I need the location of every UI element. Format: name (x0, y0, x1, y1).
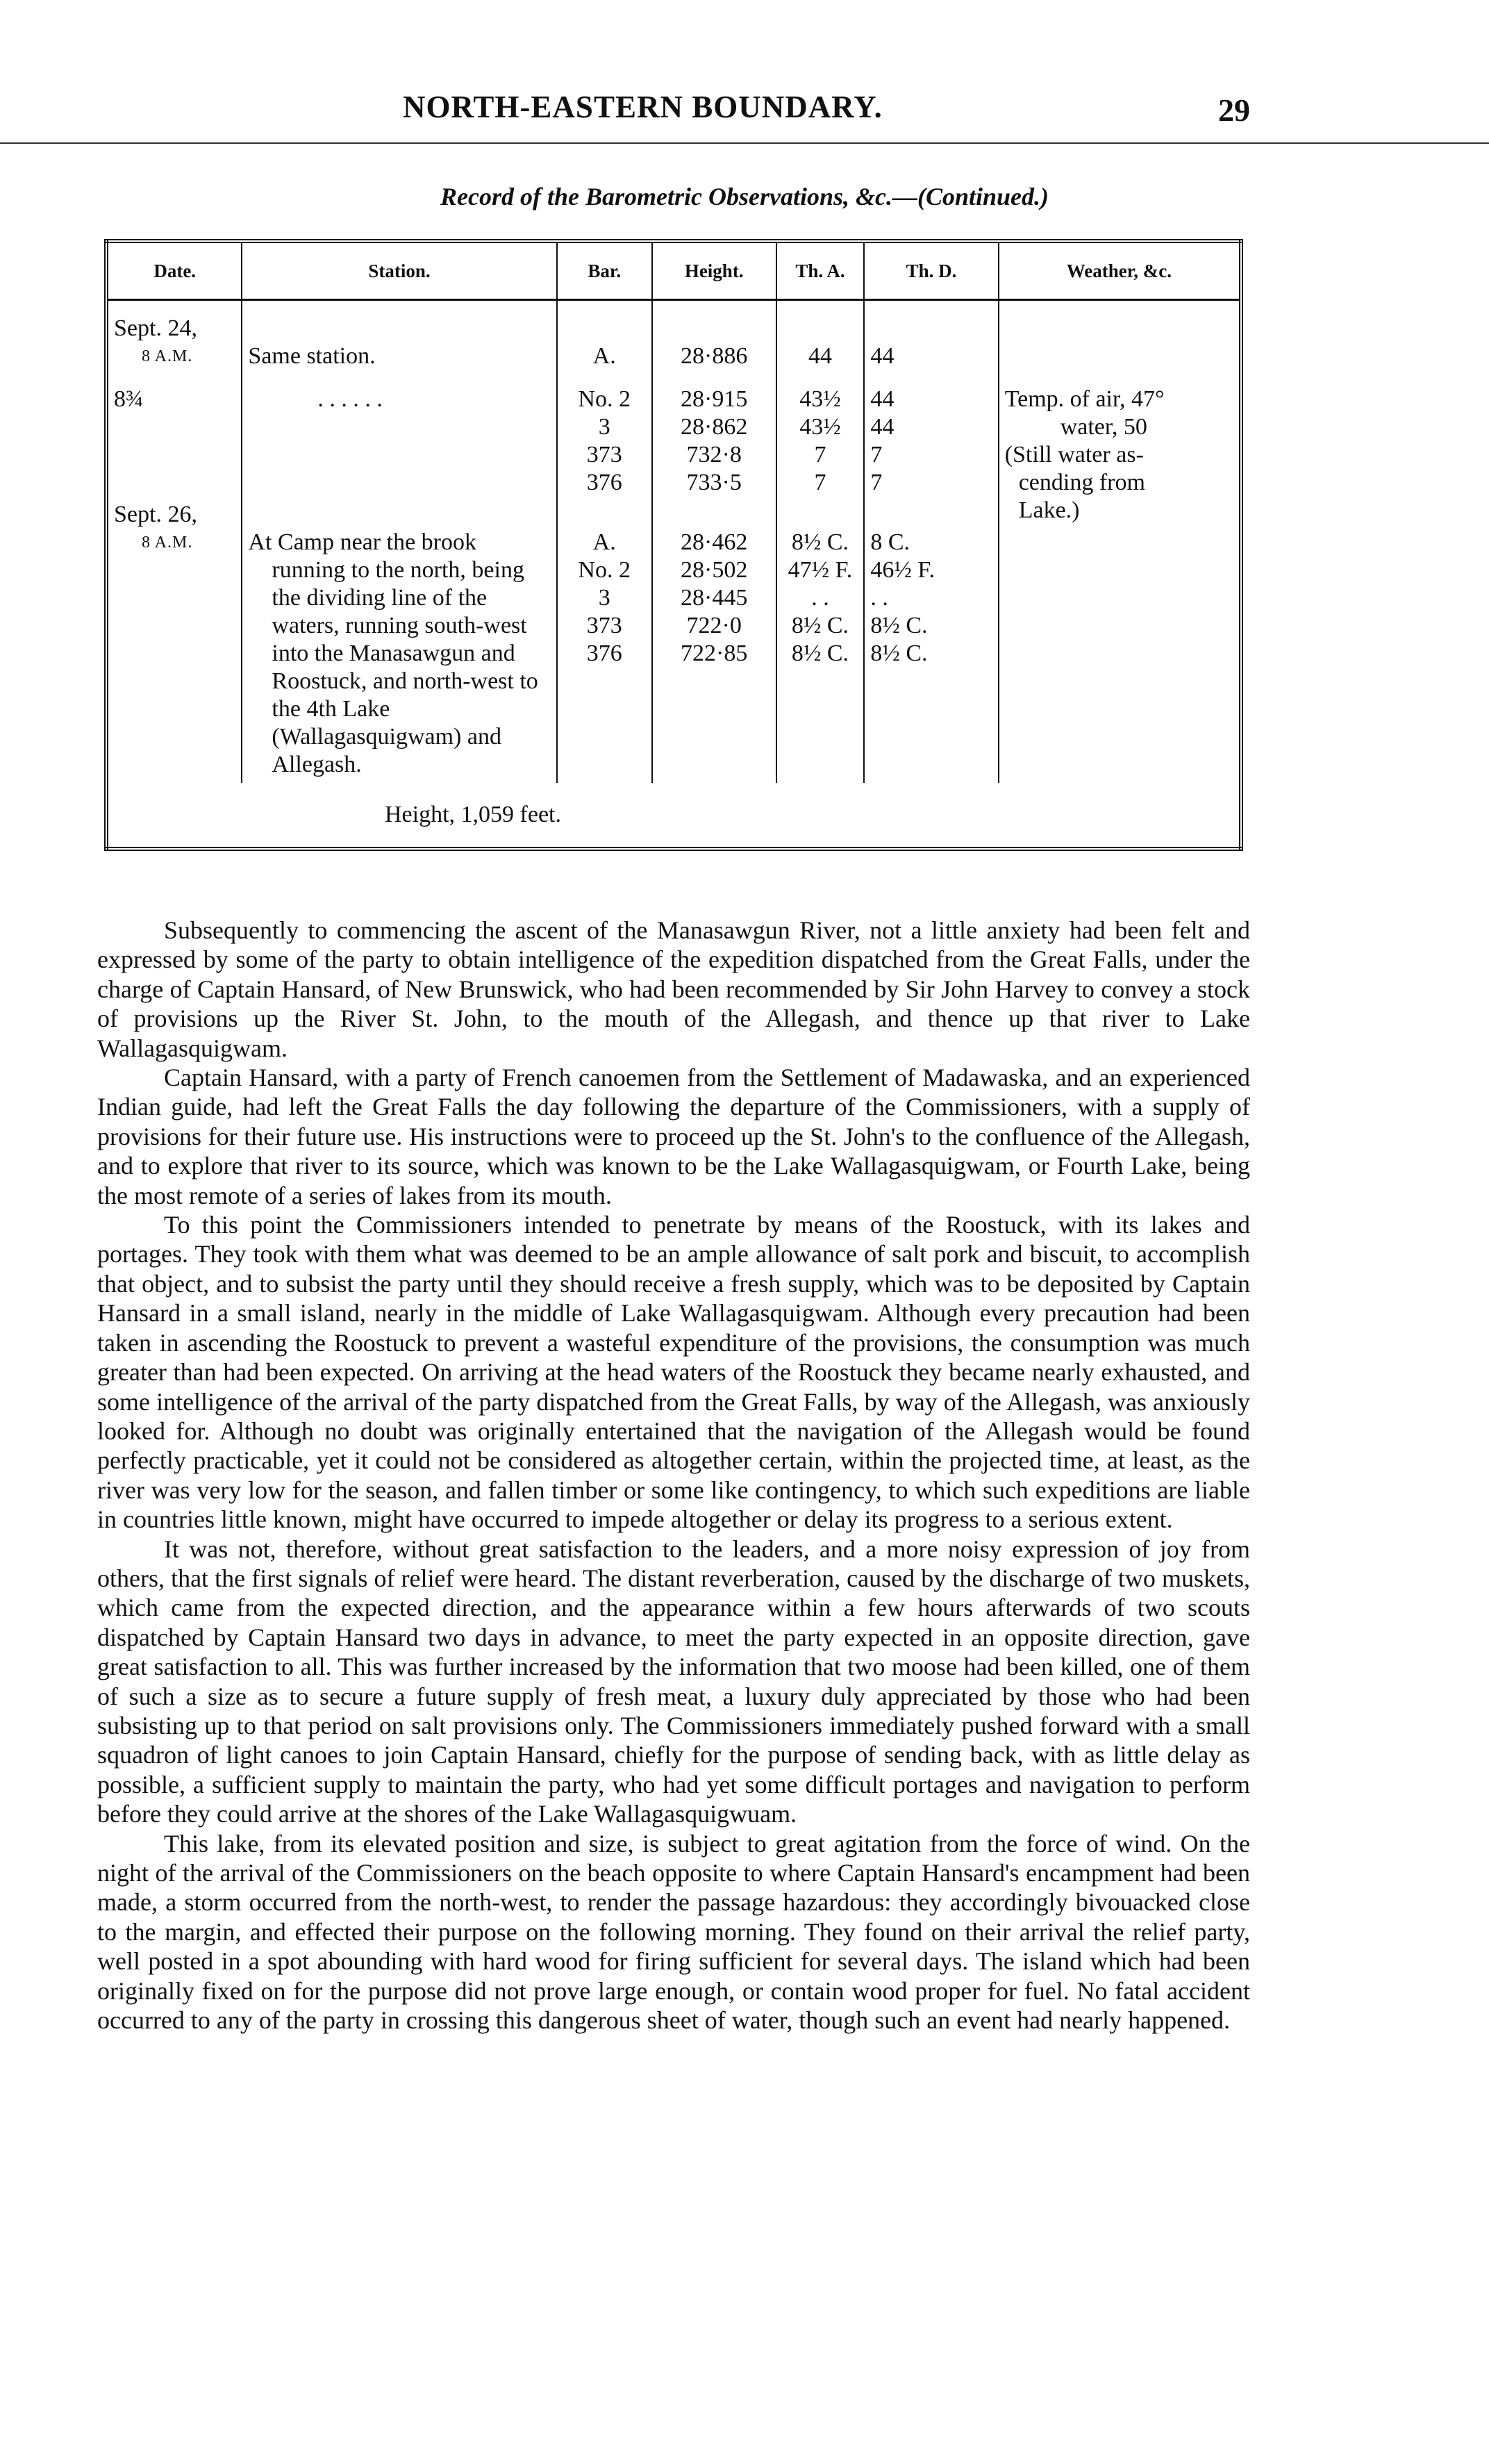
th-d-value: 8½ C. (870, 640, 928, 666)
th-a-value: 43½ (799, 414, 841, 440)
bar-value: No. 2 (578, 557, 631, 583)
height-value: 733·5 (686, 470, 742, 495)
header-bar: Bar. (557, 241, 652, 300)
weather-cell (999, 300, 1241, 375)
date-cell (106, 501, 242, 783)
th-d-value: 8 C. (870, 529, 910, 555)
th-d-value: 7 (870, 470, 883, 495)
th-a-value: 43½ (799, 386, 841, 412)
date-cell (106, 374, 242, 501)
paragraph: Subsequently to commencing the ascent of the Manasawgun River, not a little anxiety had been felt and expressed by some of the party to obtain intelligence of the expedition dispatched from the Great Falls, under the charge of Captain Hansard, of New Brunswick, who had been recommended by Sir John Harvey to convey a stock of provisions up the River St. John, to the mouth of the Allegash, and thence up that river to Lake Wallagasquigwam. (97, 916, 1250, 1062)
station-cell (242, 501, 556, 783)
paragraph: It was not, therefore, without great satisfaction to the leaders, and a more noisy expression of joy from others, that the first signals of relief were heard. The distant reverberation, caused by the discharge of two muskets, which came from the expected direction, and the appearance within a few hours afterwards of two scouts dispatched by Captain Hansard two days in advance, to meet the party expected in an opposite direction, gave great satisfaction to all. This was further increased by the information that two moose had been killed, one of them of such a size as to secure a future supply of fresh meat, a luxury duly appreciated by those who had been subsisting up to that period on salt provisions only. The Commissioners immediately pushed forward with a small squadron of light canoes to join Captain Hansard, chiefly for the purpose of sending back, with as little delay as possible, a sufficient supply to maintain the party, who had yet some difficult portages and navigation to perform before they could arrive at the shores of the Lake Wallagasquigwuam. (97, 1535, 1250, 1828)
th-d-cell (864, 501, 998, 783)
height-note: Height, 1,059 feet. (385, 802, 561, 827)
height-value: 28·915 (681, 386, 748, 412)
page-number: 29 (1218, 92, 1250, 128)
bar-value: A. (592, 529, 616, 555)
height-value: 722·85 (681, 640, 748, 666)
height-value: 722·0 (686, 613, 742, 638)
weather-text: (Still water as- (1004, 442, 1144, 468)
header-weather: Weather, &c. (999, 241, 1241, 300)
th-a-cell (776, 300, 865, 375)
date-cell (106, 300, 242, 375)
bar-value: 376 (586, 640, 622, 666)
th-d-value: . . (870, 585, 888, 611)
th-d-value: 44 (870, 343, 895, 369)
th-a-value: 7 (814, 470, 826, 495)
height-value: 28·462 (681, 529, 748, 555)
th-a-value: 47½ F. (788, 557, 853, 583)
th-d-value: 7 (870, 442, 883, 468)
bar-value: 376 (586, 470, 622, 495)
station-text: At Camp near the brook running to the north, being the dividing line of the waters, running south-west into the Manasawgun and Roostuck, and north-west to the 4th Lake (Wallagasquigwam) and Allegash. (248, 529, 538, 777)
th-d-cell (864, 300, 998, 375)
th-d-value: 44 (870, 414, 895, 440)
running-title: NORTH-EASTERN BOUNDARY. (403, 90, 883, 124)
th-d-value: 8½ C. (870, 613, 928, 638)
height-value: 28·445 (681, 585, 748, 611)
time-text: 8 A.M. (142, 534, 193, 552)
height-note-cell (106, 783, 1241, 849)
weather-text: cending from (1018, 470, 1145, 495)
bar-value: 3 (598, 414, 610, 440)
weather-cell (999, 374, 1241, 783)
paragraph: This lake, from its elevated position and size, is subject to great agitation from the force of wind. On the night of the arrival of the Commissioners on the beach opposite to where Captain Hansard's encampment had been made, a storm occurred from the north-west, to render the passage hazardous: they accordingly bivouacked close to the margin, and effected their purpose on the following morning. They found on their arrival the relief party, well posted in a spot abounding with hard wood for firing sufficient for several days. The island which had been originally fixed on for the purpose did not prove large enough, or contain wood proper for fuel. No fatal accident occurred to any of the party in crossing this dangerous sheet of water, though such an event had nearly happened. (97, 1829, 1250, 2035)
height-value: 732·8 (686, 442, 742, 468)
header-station: Station. (242, 241, 556, 300)
height-cell (652, 374, 776, 501)
bar-cell (557, 374, 652, 501)
th-a-value: . . (811, 585, 829, 611)
date-text: Sept. 26, (114, 502, 197, 527)
bar-cell (557, 501, 652, 783)
th-a-value: 8½ C. (791, 640, 849, 666)
page-header (97, 89, 1250, 138)
table-header-row (106, 241, 1241, 300)
height-cell (652, 501, 776, 783)
th-a-value: 7 (814, 442, 826, 468)
station-cell (242, 374, 556, 501)
th-d-value: 46½ F. (870, 557, 935, 583)
barometric-observations-table (104, 239, 1243, 851)
th-d-value: 44 (870, 386, 895, 412)
header-height: Height. (652, 241, 776, 300)
paragraph: To this point the Commissioners intended to penetrate by means of the Roostuck, with its lakes and portages. They took with them what was deemed to be an ample allowance of salt pork and biscuit, to accomplish that object, and to subsist the party until they should receive a fresh supply, which was to be deposited by Captain Hansard in a small island, nearly in the middle of Lake Wallagasquigwam. Although every precaution had been taken in ascending the Roostuck to prevent a wasteful expenditure of the provisions, the consumption was much greater than had been expected. On arriving at the head waters of the Roostuck they became nearly exhausted, and some intelligence of the arrival of the party dispatched from the Great Falls, by way of the Allegash, was anxiously looked for. Although no doubt was originally entertained that the navigation of the Allegash would be found perfectly practicable, yet it could not be considered as altogether certain, within the projected time, at least, as the river was very low for the season, and fallen timber or some like contingency, to which such expeditions are liable in countries little known, might have occurred to impede altogether or delay its progress to a serious extent. (97, 1211, 1250, 1534)
bar-value: No. 2 (578, 386, 631, 412)
bar-value: 3 (598, 585, 610, 611)
table-row (106, 300, 1241, 375)
weather-text: Temp. of air, 47° (1004, 386, 1165, 412)
weather-text: Lake.) (1018, 497, 1080, 523)
table-footer-row (106, 783, 1241, 849)
station-cell (242, 300, 556, 375)
bar-value: 373 (586, 613, 622, 638)
th-a-cell (776, 374, 865, 501)
header-date: Date. (106, 241, 242, 300)
header-rule (0, 142, 1489, 144)
height-value: 28·886 (681, 343, 748, 369)
paragraph: Captain Hansard, with a party of French canoemen from the Settlement of Madawaska, and an experienced Indian guide, had left the Great Falls the day following the departure of the Commissioners, with a supply of provisions for their future use. His instructions were to proceed up the St. John's to the confluence of the Allegash, and to explore that river to its source, which was known to be the Lake Wallagasquigwam, or Fourth Lake, being the most remote of a series of lakes from its mouth. (97, 1064, 1250, 1209)
height-cell (652, 300, 776, 375)
header-th-a: Th. A. (776, 241, 865, 300)
bar-value: A. (592, 343, 616, 369)
ditto-marks: . . . . . . (317, 386, 383, 412)
table-caption: Record of the Barometric Observations, &c.—(Continued.) (440, 183, 1049, 210)
th-a-value: 44 (808, 343, 832, 369)
station-text: Same station. (248, 343, 376, 369)
table-row (106, 374, 1241, 501)
th-a-value: 8½ C. (791, 613, 849, 638)
date-text: Sept. 24, (114, 315, 197, 341)
time-text: 8¾ (114, 386, 144, 412)
th-a-value: 8½ C. (791, 529, 849, 555)
th-d-cell (864, 374, 998, 501)
bar-cell (557, 300, 652, 375)
time-text: 8 A.M. (142, 347, 193, 365)
th-a-cell (776, 501, 865, 783)
body-text (97, 916, 1250, 2035)
height-value: 28·862 (681, 414, 748, 440)
header-th-d: Th. D. (864, 241, 998, 300)
bar-value: 373 (586, 442, 622, 468)
weather-text: water, 50 (1060, 414, 1147, 440)
height-value: 28·502 (681, 557, 748, 583)
